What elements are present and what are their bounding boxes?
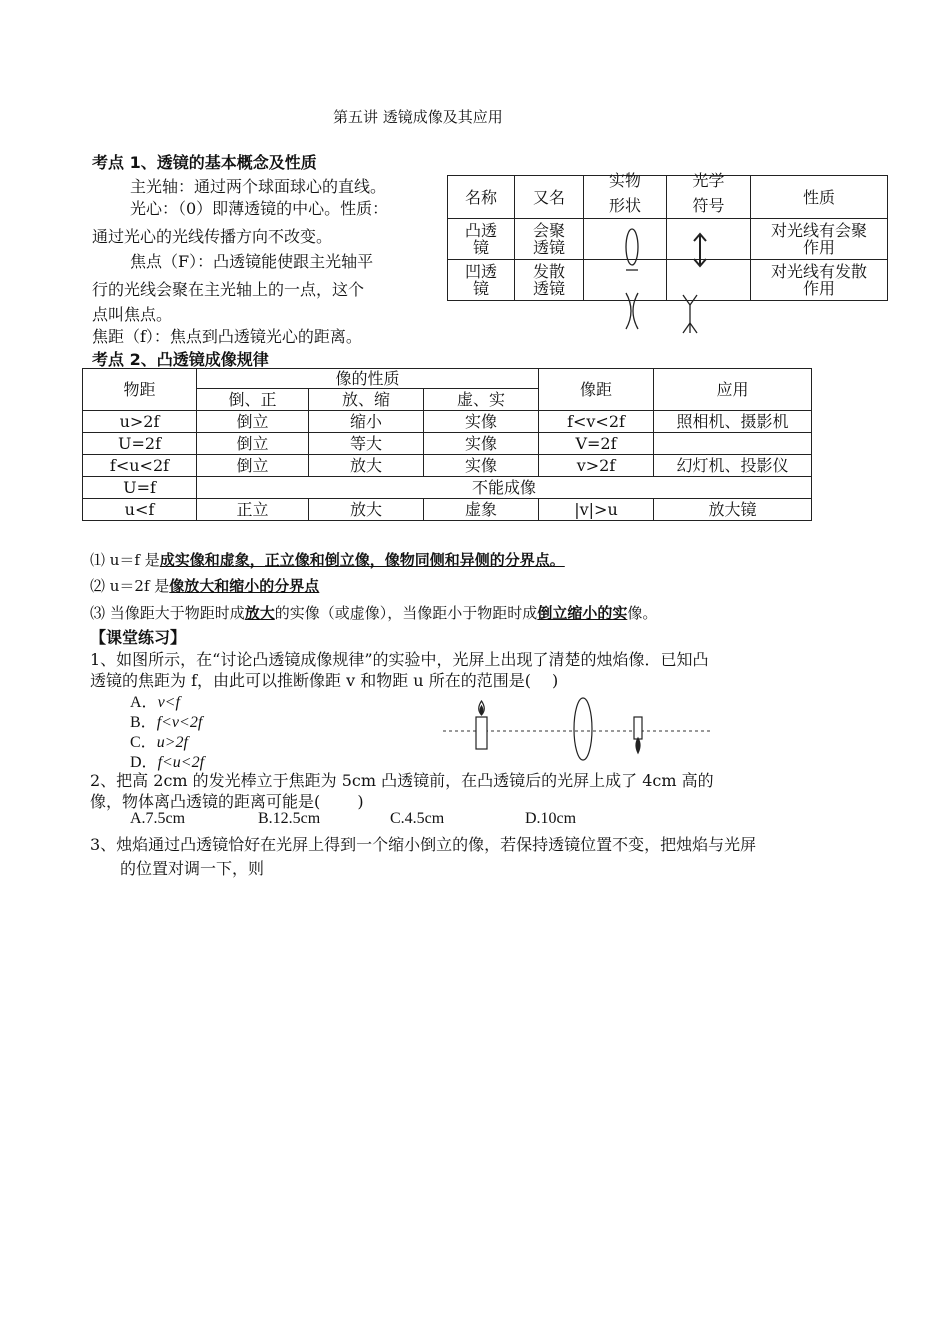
concave-property: 对光线有发散 作用: [751, 260, 888, 301]
header-name: 名称: [448, 176, 515, 219]
concave-lens-symbol-icon: [683, 295, 697, 333]
question-3-line-2: 的位置对调一下，则: [120, 859, 265, 878]
sub-size: 放、缩: [309, 389, 424, 411]
page-title: 第五讲 透镜成像及其应用: [333, 108, 503, 126]
definition-line: 焦点（F）：凸透镜能使跟主光轴平: [130, 252, 374, 271]
convex-lens-symbol-icon: [694, 234, 706, 266]
note-1: ⑴ u＝f 是成实像和虚象，正立像和倒立像，像物同侧和异侧的分界点。: [90, 551, 565, 569]
col-image-distance: 像距: [539, 369, 654, 411]
col-image-nature: 像的性质: [197, 369, 539, 389]
header-property: 性质: [751, 176, 888, 219]
concave-alias: 发散 透镜: [515, 260, 584, 301]
q1-option-b: B．f<v<2f: [130, 714, 203, 731]
q2-option-d: D.10cm: [525, 810, 577, 827]
header-shape: 实物 形状: [584, 176, 667, 219]
definition-line: 点叫焦点。: [92, 305, 173, 324]
question-1-line-2: 透镜的焦距为 f，由此可以推断像距 v 和物距 u 所在的范围是( ): [90, 671, 559, 690]
definition-line: 焦距（f）：焦点到凸透镜光心的距离。: [92, 327, 362, 346]
convex-property: 对光线有会聚 作用: [751, 219, 888, 260]
sub-type: 虚、实: [424, 389, 539, 411]
convex-lens-shape-icon: [626, 229, 638, 265]
header-alias: 又名: [515, 176, 584, 219]
question-2-line-2: 像，物体离凸透镜的距离可能是( ): [90, 792, 364, 811]
convex-name: 凸透 镜: [448, 219, 515, 260]
convex-lens-icon: [574, 698, 592, 760]
definition-line: 通过光心的光线传播方向不改变。: [92, 227, 333, 246]
question-3-line-1: 3、烛焰通过凸透镜恰好在光屏上得到一个缩小倒立的像，若保持透镜位置不变，把烛焰与光屏: [90, 835, 757, 854]
definition-line: 主光轴：通过两个球面球心的直线。: [130, 177, 387, 196]
question-1-line-1: 1、如图所示，在“讨论凸透镜成像规律”的实验中，光屏上出现了清楚的烛焰像．已知凸: [90, 650, 709, 669]
candle-icon: [476, 701, 487, 749]
q2-option-c: C.4.5cm: [390, 810, 445, 827]
definition-line: 光心：（0）即薄透镜的中心。性质：: [130, 199, 389, 218]
question-2-line-1: 2、把高 2cm 的发光棒立于焦距为 5cm 凸透镜前，在凸透镜后的光屏上成了 4cm 高的: [90, 771, 714, 790]
concave-lens-shape-icon: [626, 293, 638, 329]
note-3: ⑶ 当像距大于物距时成放大的实像（或虚像），当像距小于物距时成倒立缩小的实像。: [90, 604, 658, 622]
screen-image-icon: [634, 717, 642, 753]
col-object-distance: 物距: [83, 369, 197, 411]
table-row: U=2f 倒立 等大 实像 V=2f: [83, 433, 812, 455]
q1-option-a: A．v<f: [130, 694, 180, 711]
table-row: f<u<2f 倒立 放大 实像 v>2f 幻灯机、投影仪: [83, 455, 812, 477]
table-row: u>2f 倒立 缩小 实像 f<v<2f 照相机、摄影机: [83, 411, 812, 433]
lens-drawings: [600, 225, 720, 335]
practice-heading: 【课堂练习】: [90, 628, 187, 647]
note-2: ⑵ u＝2f 是像放大和缩小的分界点: [90, 577, 320, 595]
table-row: u<f 正立 放大 虚象 |v|>u 放大镜: [83, 499, 812, 521]
header-symbol: 光学 符号: [667, 176, 751, 219]
section1-heading: 考点 1、透镜的基本概念及性质: [92, 153, 317, 172]
col-application: 应用: [654, 369, 812, 411]
section2-heading: 考点 2、凸透镜成像规律: [92, 350, 269, 369]
concave-name: 凹透 镜: [448, 260, 515, 301]
table-row: U=f 不能成像: [83, 477, 812, 499]
sub-orient: 倒、正: [197, 389, 309, 411]
experiment-figure: [440, 695, 715, 765]
q2-option-a: A.7.5cm: [130, 810, 186, 827]
q2-option-b: B.12.5cm: [258, 810, 321, 827]
imaging-rule-table: [82, 368, 812, 521]
definition-line: 行的光线会聚在主光轴上的一点，这个: [92, 280, 365, 299]
convex-alias: 会聚 透镜: [515, 219, 584, 260]
q1-option-d: D．f<u<2f: [130, 754, 205, 771]
q1-option-c: C．u>2f: [130, 734, 188, 751]
